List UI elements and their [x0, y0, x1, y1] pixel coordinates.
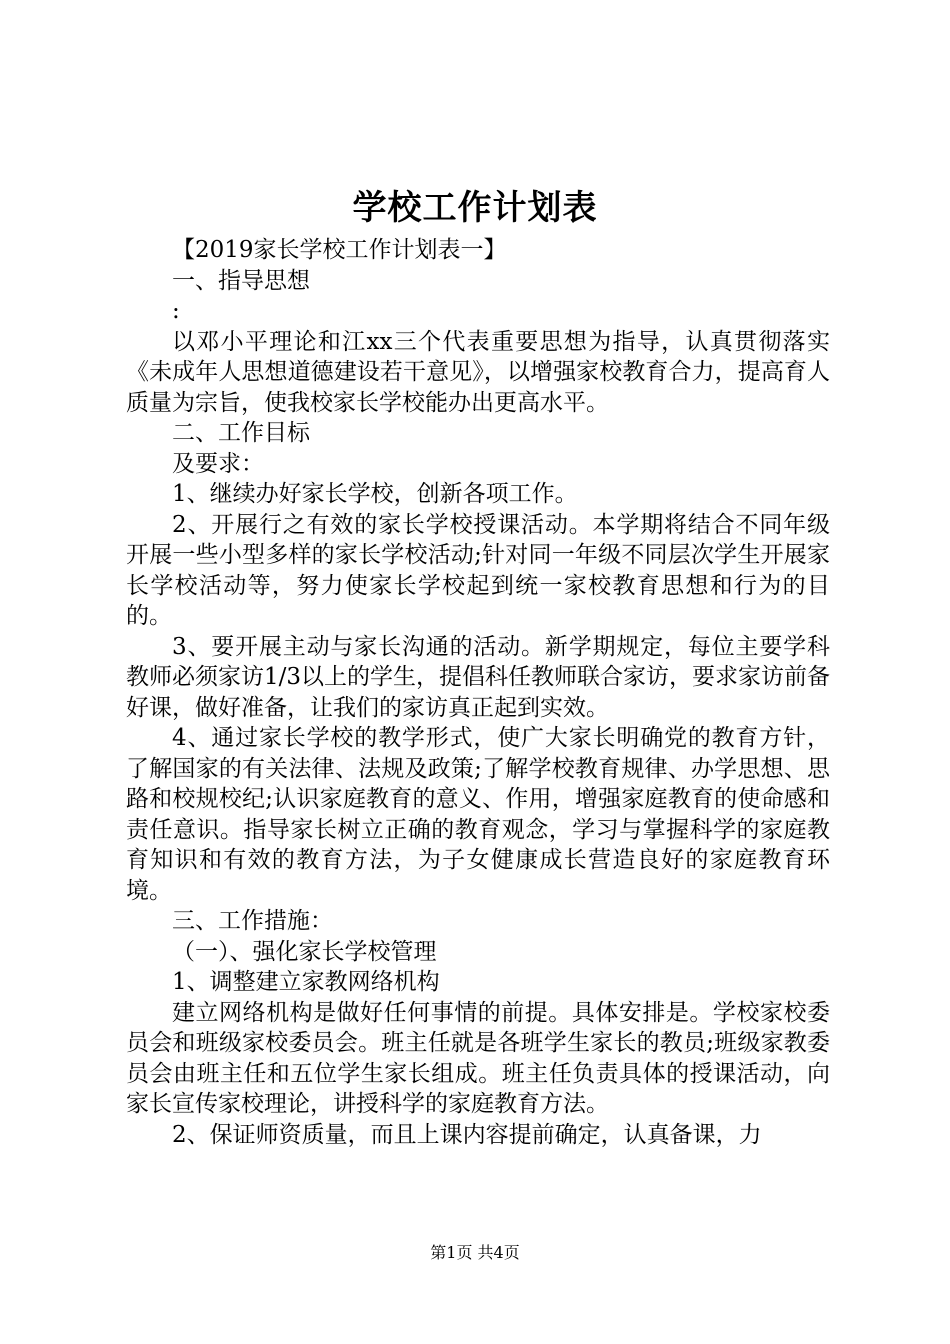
- document-body: [126, 235, 830, 1150]
- list-item: 1、调整建立家教网络机构: [172, 969, 440, 995]
- subsection-heading: （一）、强化家长学校管理: [172, 938, 437, 965]
- document-title: 学校工作计划表: [352, 188, 598, 228]
- list-item: 4、通过家长学校的教学形式，使广大家长明确党的教育方针，了解国家的有关法律、法规及政策;了解学校教育规律、办学思想、思路和校规校纪;认识家庭教育的意义、作用，增强家庭教育的使命感和责任意识。指导家长树立正确的教育观念，学习与掌握科学的家庭教育知识和有效的教育方法，为子女健康成长营造良好的家庭教育环境。: [126, 725, 830, 904]
- paragraph: 建立网络机构是做好任何事情的前提。具体安排是。学校家校委员会和班级家校委员会。班主任就是各班学生家长的教员;班级家教委员会由班主任和五位学生家长组成。班主任负责具体的授课活动，向家长宣传家校理论，讲授科学的家庭教育方法。: [126, 999, 830, 1117]
- section-heading: 【2019家长学校工作计划表一】: [172, 237, 507, 263]
- section-heading: 一、指导思想: [172, 267, 310, 294]
- paragraph: :: [172, 298, 180, 324]
- section-heading: 二、工作目标: [172, 420, 310, 446]
- section-heading: 三、工作措施：: [172, 908, 333, 934]
- list-item: 3、要开展主动与家长沟通的活动。新学期规定，每位主要学科教师必须家访1/3以上的学生，提倡科任教师联合家访，要求家访前备好课，做好准备，让我们的家访真正起到实效。: [126, 633, 831, 721]
- list-item: 2、保证师资质量，而且上课内容提前确定，认真备课，力: [172, 1121, 762, 1148]
- list-item: 1、继续办好家长学校，创新各项工作。: [172, 481, 578, 507]
- paragraph: 以邓小平理论和江xx三个代表重要思想为指导，认真贯彻落实《未成年人思想道德建设若干意见》，以增强家校教育合力，提高育人质量为宗旨，使我校家长学校能办出更高水平。: [126, 328, 830, 416]
- paragraph: 及要求：: [172, 450, 264, 477]
- list-item: 2、开展行之有效的家长学校授课活动。本学期将结合不同年级开展一些小型多样的家长学校活动;针对同一年级不同层次学生开展家长学校活动等，努力使家长学校起到统一家校教育思想和行为的目的。: [126, 511, 830, 629]
- page-footer: 第1页 共4页: [430, 1243, 520, 1262]
